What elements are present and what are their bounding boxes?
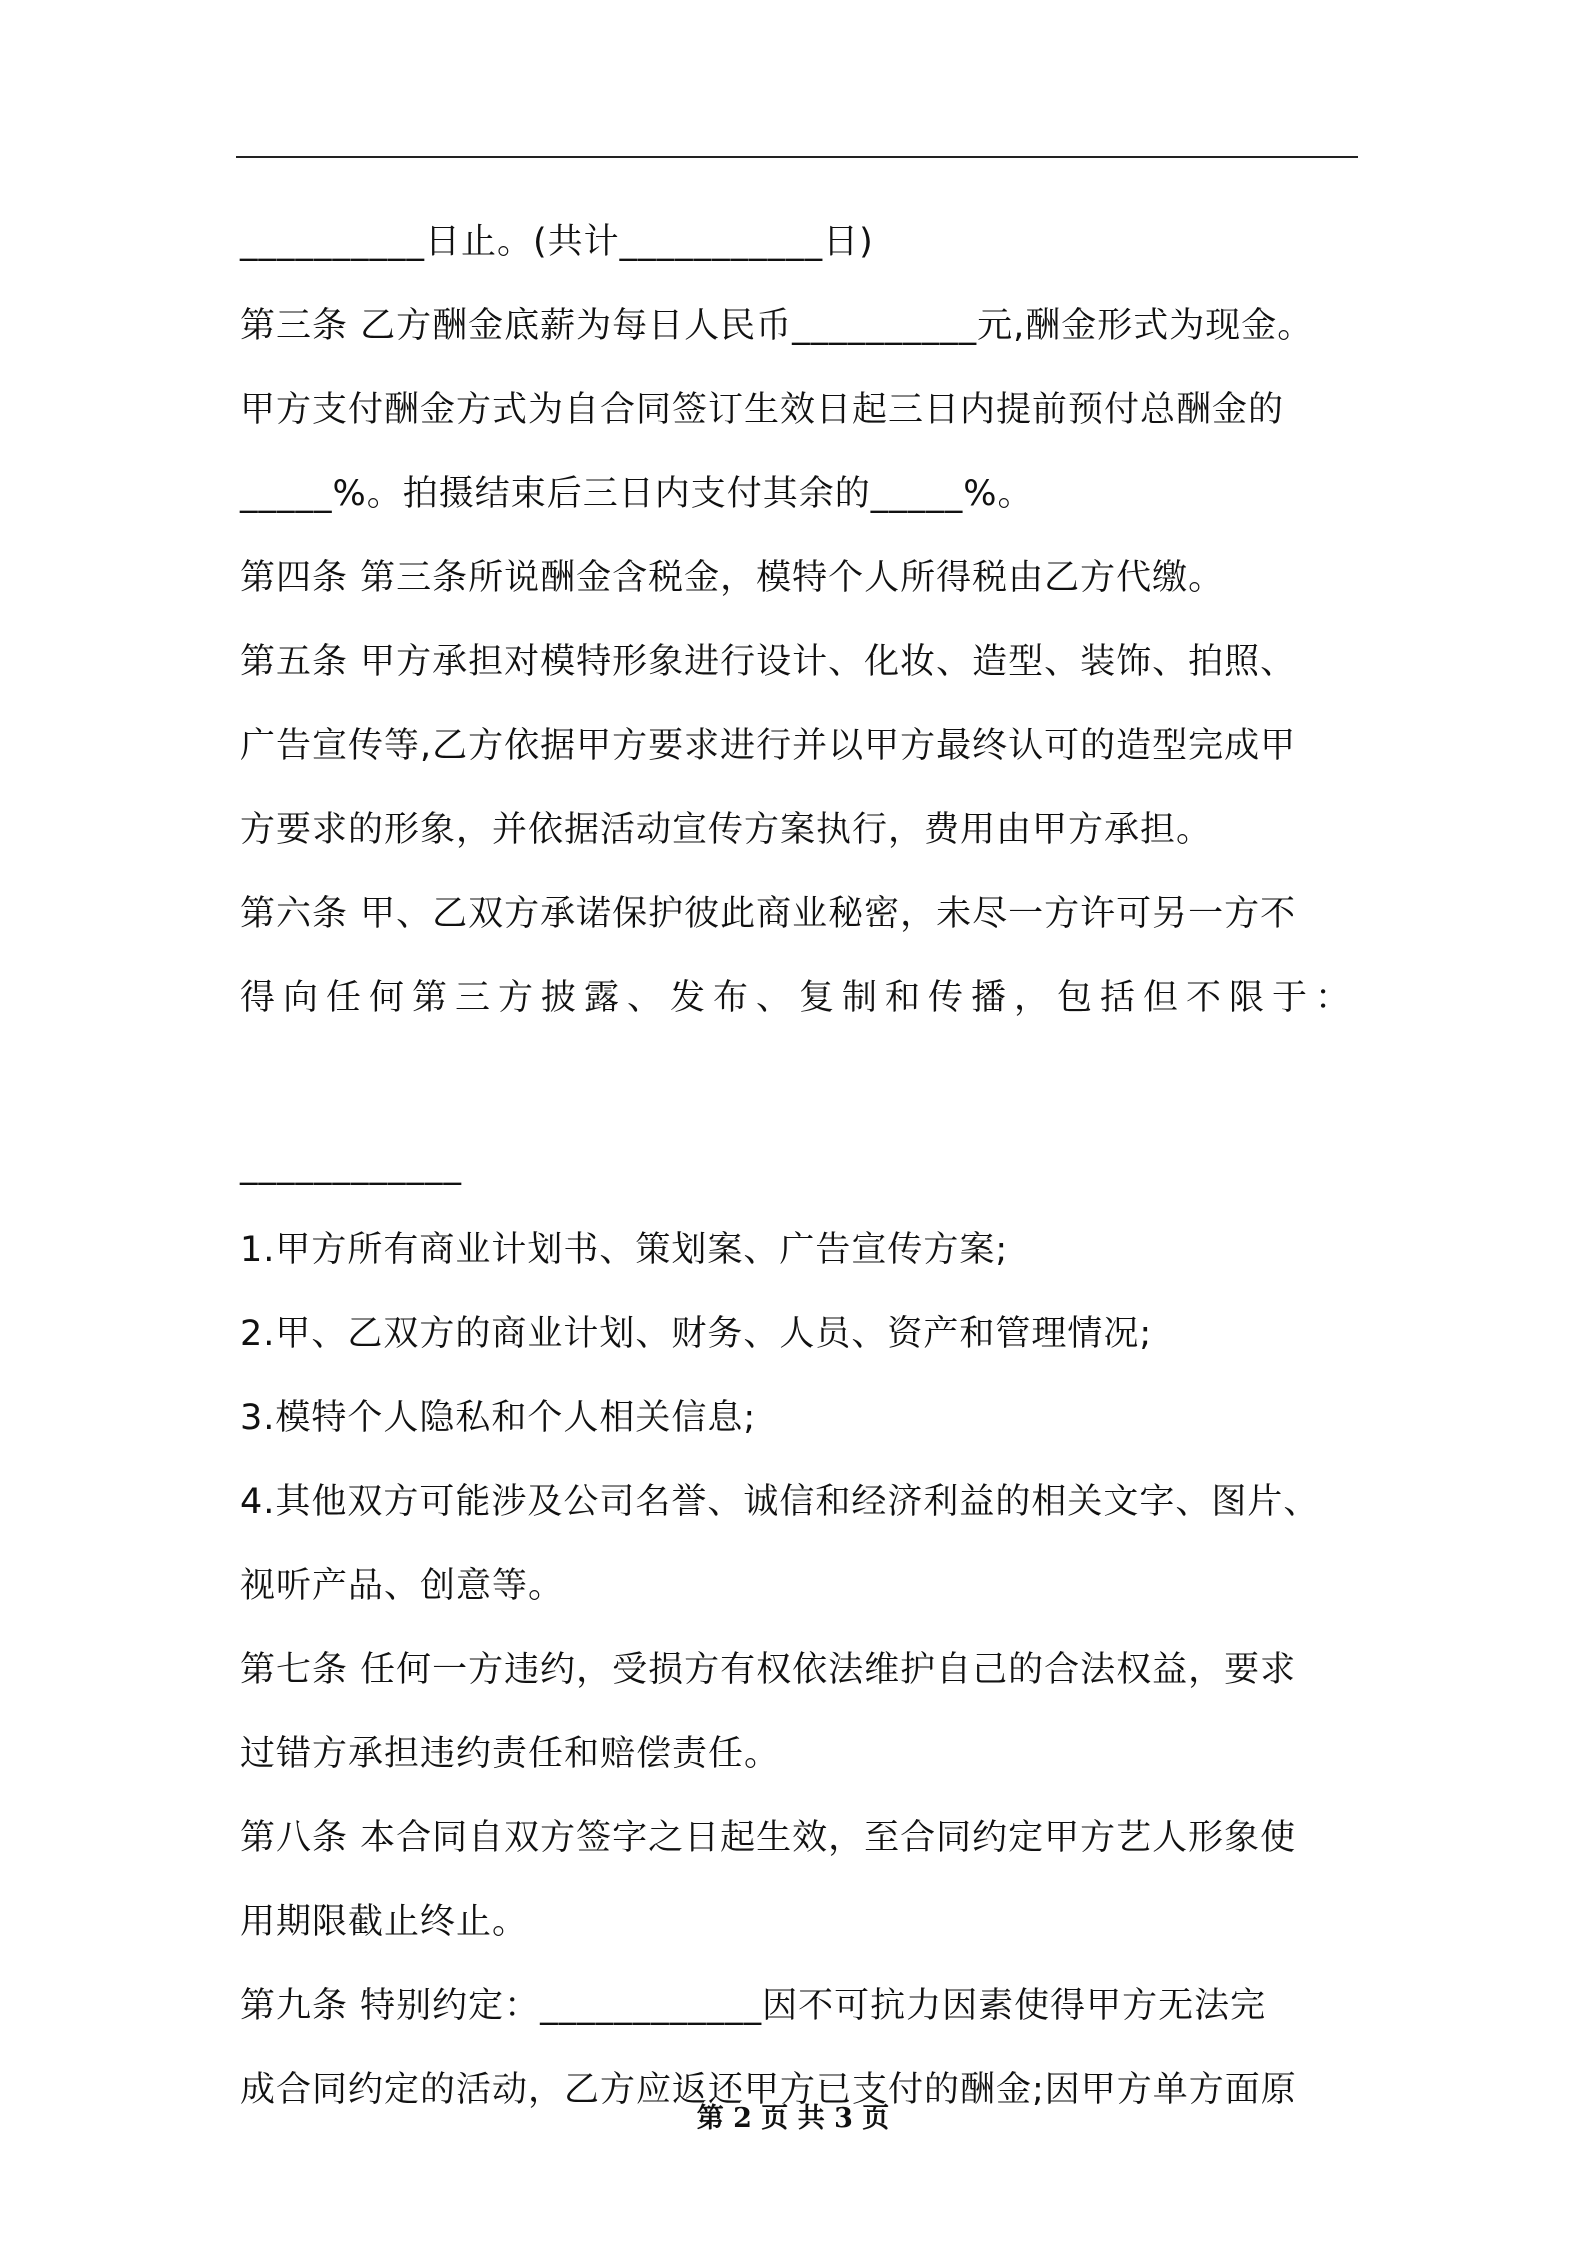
text-line: 第九条 特别约定：____________因不可抗力因素使得甲方无法完 [240, 1986, 1267, 2026]
text-line: 4.其他双方可能涉及公司名誉、诚信和经济利益的相关文字、图片、 [240, 1482, 1320, 1522]
page-number: 第 2 页 共 3 页 [696, 2103, 890, 2134]
text-line: 第四条 第三条所说酬金含税金，模特个人所得税由乙方代缴。 [240, 558, 1225, 598]
text-line: 第八条 本合同自双方签字之日起生效，至合同约定甲方艺人形象使 [240, 1818, 1297, 1858]
header-rule [236, 156, 1358, 158]
text-line: 2.甲、乙双方的商业计划、财务、人员、资产和管理情况; [240, 1314, 1153, 1354]
text-line: ____________ [240, 1146, 462, 1186]
text-line: 3.模特个人隐私和个人相关信息; [240, 1398, 757, 1438]
text-line: __________日止。(共计___________日) [240, 222, 874, 262]
text-line: 过错方承担违约责任和赔偿责任。 [240, 1734, 781, 1774]
text-line: 广告宣传等,乙方依据甲方要求进行并以甲方最终认可的造型完成甲 [240, 726, 1297, 766]
text-line: 第六条 甲、乙双方承诺保护彼此商业秘密，未尽一方许可另一方不 [240, 894, 1297, 934]
text-line: 视听产品、创意等。 [240, 1566, 565, 1606]
text-line: 成合同约定的活动，乙方应返还甲方已支付的酬金;因甲方单方面原 [240, 2070, 1297, 2110]
text-line: _____%。拍摄结束后三日内支付其余的_____%。 [240, 474, 1034, 514]
text-line: 方要求的形象，并依据活动宣传方案执行，费用由甲方承担。 [240, 810, 1213, 850]
text-line: 1.甲方所有商业计划书、策划案、广告宣传方案; [240, 1230, 1009, 1270]
text-line: 第五条 甲方承担对模特形象进行设计、化妆、造型、装饰、拍照、 [240, 642, 1297, 682]
blank-line [240, 1040, 1380, 1124]
text-line: 第三条 乙方酬金底薪为每日人民币__________元,酬金形式为现金。 [240, 306, 1314, 346]
text-line: 甲方支付酬金方式为自合同签订生效日起三日内提前预付总酬金的 [240, 390, 1285, 430]
text-line: 得向任何第三方披露、发布、复制和传播，包括但不限于： [240, 978, 1359, 1018]
contract-body [240, 200, 1380, 2132]
text-line: 用期限截止终止。 [240, 1902, 529, 1942]
text-line: 第七条 任何一方违约，受损方有权依法维护自己的合法权益，要求 [240, 1650, 1297, 1690]
